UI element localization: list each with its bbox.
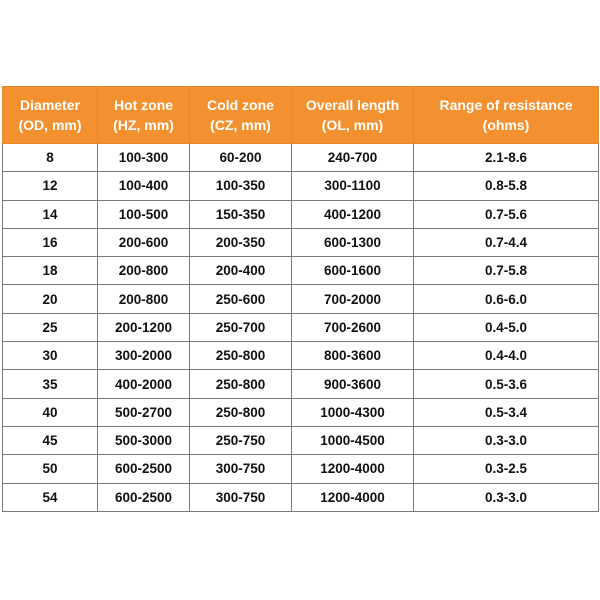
cell-resistance: 0.7-4.4 <box>414 228 599 256</box>
header-diameter-unit: (OD, mm) <box>18 117 82 133</box>
cell-diameter: 18 <box>3 257 98 285</box>
table-row <box>3 172 599 200</box>
cell-diameter: 20 <box>3 285 98 313</box>
header-cold-zone <box>190 87 292 144</box>
cell-diameter: 25 <box>3 313 98 341</box>
cell-hot-zone: 200-1200 <box>98 313 190 341</box>
cell-resistance: 0.8-5.8 <box>414 172 599 200</box>
cell-overall-length: 800-3600 <box>292 342 414 370</box>
table-row <box>3 257 599 285</box>
cell-overall-length: 700-2600 <box>292 313 414 341</box>
cell-resistance: 0.5-3.4 <box>414 398 599 426</box>
cell-diameter: 40 <box>3 398 98 426</box>
cell-overall-length: 600-1300 <box>292 228 414 256</box>
cell-hot-zone: 200-800 <box>98 257 190 285</box>
header-hot-zone <box>98 87 190 144</box>
cell-cold-zone: 300-750 <box>190 483 292 511</box>
table-row <box>3 455 599 483</box>
cell-resistance: 0.5-3.6 <box>414 370 599 398</box>
cell-cold-zone: 250-800 <box>190 342 292 370</box>
cell-hot-zone: 400-2000 <box>98 370 190 398</box>
header-overall-length-title: Overall length <box>305 97 400 113</box>
cell-diameter: 45 <box>3 426 98 454</box>
cell-cold-zone: 100-350 <box>190 172 292 200</box>
table-row <box>3 370 599 398</box>
cell-resistance: 0.3-3.0 <box>414 483 599 511</box>
table-row <box>3 313 599 341</box>
cell-hot-zone: 300-2000 <box>98 342 190 370</box>
cell-overall-length: 300-1100 <box>292 172 414 200</box>
table-row <box>3 342 599 370</box>
cell-diameter: 30 <box>3 342 98 370</box>
cell-resistance: 0.6-6.0 <box>414 285 599 313</box>
header-diameter-title: Diameter <box>20 97 80 113</box>
cell-resistance: 0.4-5.0 <box>414 313 599 341</box>
cell-cold-zone: 300-750 <box>190 455 292 483</box>
cell-cold-zone: 200-350 <box>190 228 292 256</box>
cell-overall-length: 600-1600 <box>292 257 414 285</box>
cell-cold-zone: 60-200 <box>190 144 292 172</box>
cell-cold-zone: 150-350 <box>190 200 292 228</box>
cell-resistance: 0.7-5.8 <box>414 257 599 285</box>
cell-hot-zone: 100-300 <box>98 144 190 172</box>
cell-diameter: 50 <box>3 455 98 483</box>
header-overall-length-unit: (OL, mm) <box>321 117 384 133</box>
cell-resistance: 0.4-4.0 <box>414 342 599 370</box>
cell-overall-length: 900-3600 <box>292 370 414 398</box>
table-row <box>3 200 599 228</box>
table-row <box>3 398 599 426</box>
table-body <box>3 144 599 512</box>
cell-cold-zone: 250-750 <box>190 426 292 454</box>
cell-resistance: 0.3-3.0 <box>414 426 599 454</box>
header-diameter <box>3 87 98 144</box>
cell-diameter: 14 <box>3 200 98 228</box>
cell-hot-zone: 600-2500 <box>98 483 190 511</box>
header-overall-length <box>292 87 414 144</box>
header-hot-zone-unit: (HZ, mm) <box>113 117 174 133</box>
table-row <box>3 426 599 454</box>
cell-overall-length: 1000-4500 <box>292 426 414 454</box>
header-row <box>3 87 599 144</box>
cell-diameter: 35 <box>3 370 98 398</box>
cell-overall-length: 1000-4300 <box>292 398 414 426</box>
cell-cold-zone: 250-800 <box>190 398 292 426</box>
header-cold-zone-title: Cold zone <box>207 97 274 113</box>
header-cold-zone-unit: (CZ, mm) <box>210 117 271 133</box>
cell-hot-zone: 500-2700 <box>98 398 190 426</box>
cell-cold-zone: 250-800 <box>190 370 292 398</box>
header-resistance <box>414 87 599 144</box>
cell-overall-length: 400-1200 <box>292 200 414 228</box>
cell-hot-zone: 100-400 <box>98 172 190 200</box>
header-resistance-unit: (ohms) <box>482 117 530 133</box>
cell-cold-zone: 250-700 <box>190 313 292 341</box>
cell-overall-length: 1200-4000 <box>292 483 414 511</box>
table-row <box>3 483 599 511</box>
header-resistance-title: Range of resistance <box>439 97 573 113</box>
cell-resistance: 0.7-5.6 <box>414 200 599 228</box>
cell-hot-zone: 600-2500 <box>98 455 190 483</box>
cell-hot-zone: 200-800 <box>98 285 190 313</box>
cell-resistance: 0.3-2.5 <box>414 455 599 483</box>
table-header <box>3 87 599 144</box>
cell-hot-zone: 100-500 <box>98 200 190 228</box>
table-row <box>3 285 599 313</box>
cell-diameter: 8 <box>3 144 98 172</box>
cell-overall-length: 700-2000 <box>292 285 414 313</box>
specification-table <box>2 86 599 512</box>
cell-diameter: 54 <box>3 483 98 511</box>
table-row <box>3 228 599 256</box>
header-hot-zone-title: Hot zone <box>113 97 174 113</box>
cell-diameter: 16 <box>3 228 98 256</box>
cell-cold-zone: 200-400 <box>190 257 292 285</box>
cell-overall-length: 240-700 <box>292 144 414 172</box>
cell-cold-zone: 250-600 <box>190 285 292 313</box>
table-row <box>3 144 599 172</box>
cell-hot-zone: 500-3000 <box>98 426 190 454</box>
cell-hot-zone: 200-600 <box>98 228 190 256</box>
cell-diameter: 12 <box>3 172 98 200</box>
cell-resistance: 2.1-8.6 <box>414 144 599 172</box>
cell-overall-length: 1200-4000 <box>292 455 414 483</box>
